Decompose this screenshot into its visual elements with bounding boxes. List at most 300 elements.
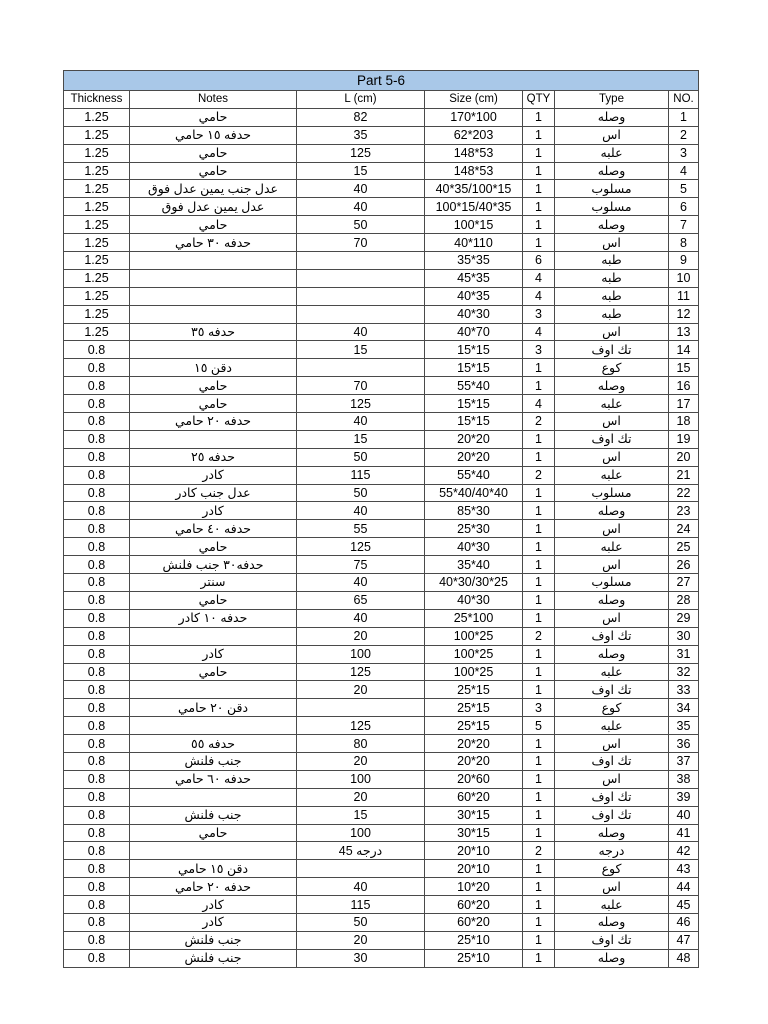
cell-no: 9 bbox=[669, 252, 699, 270]
cell-thickness: 0.8 bbox=[64, 788, 130, 806]
cell-qty: 4 bbox=[523, 323, 555, 341]
cell-size: 40*110 bbox=[425, 234, 523, 252]
cell-length: 30 bbox=[297, 949, 425, 967]
cell-qty: 2 bbox=[523, 627, 555, 645]
cell-no: 39 bbox=[669, 788, 699, 806]
table-row bbox=[64, 413, 699, 431]
cell-qty: 1 bbox=[523, 162, 555, 180]
cell-length: 40 bbox=[297, 502, 425, 520]
table-row bbox=[64, 949, 699, 967]
cell-size: 40*30/30*25 bbox=[425, 574, 523, 592]
cell-type: علبه bbox=[555, 896, 669, 914]
cell-type: علبه bbox=[555, 466, 669, 484]
cell-qty: 1 bbox=[523, 484, 555, 502]
table-row bbox=[64, 341, 699, 359]
cell-length: 20 bbox=[297, 681, 425, 699]
cell-type: كوع bbox=[555, 359, 669, 377]
table-row bbox=[64, 752, 699, 770]
cell-size: 20*20 bbox=[425, 448, 523, 466]
cell-size: 35*35 bbox=[425, 252, 523, 270]
cell-length: 40 bbox=[297, 609, 425, 627]
cell-qty: 1 bbox=[523, 806, 555, 824]
cell-size: 60*20 bbox=[425, 913, 523, 931]
cell-type: مسلوب bbox=[555, 574, 669, 592]
cell-length: 100 bbox=[297, 645, 425, 663]
header-thickness: Thickness bbox=[64, 91, 130, 109]
cell-size: 25*10 bbox=[425, 949, 523, 967]
cell-no: 14 bbox=[669, 341, 699, 359]
table-row bbox=[64, 717, 699, 735]
table-row bbox=[64, 699, 699, 717]
cell-notes bbox=[130, 269, 297, 287]
cell-size: 25*15 bbox=[425, 717, 523, 735]
cell-size: 30*15 bbox=[425, 824, 523, 842]
table-row bbox=[64, 377, 699, 395]
cell-no: 30 bbox=[669, 627, 699, 645]
cell-thickness: 0.8 bbox=[64, 448, 130, 466]
table-row bbox=[64, 878, 699, 896]
cell-thickness: 0.8 bbox=[64, 770, 130, 788]
cell-notes: جنب فلنش bbox=[130, 752, 297, 770]
cell-notes: حامي bbox=[130, 591, 297, 609]
cell-qty: 1 bbox=[523, 860, 555, 878]
cell-qty: 1 bbox=[523, 735, 555, 753]
cell-thickness: 0.8 bbox=[64, 806, 130, 824]
cell-no: 2 bbox=[669, 126, 699, 144]
cell-thickness: 0.8 bbox=[64, 466, 130, 484]
cell-type: وصله bbox=[555, 108, 669, 126]
cell-length: 20 bbox=[297, 752, 425, 770]
cell-qty: 1 bbox=[523, 430, 555, 448]
table-row bbox=[64, 663, 699, 681]
cell-no: 32 bbox=[669, 663, 699, 681]
cell-length bbox=[297, 287, 425, 305]
cell-length: 65 bbox=[297, 591, 425, 609]
cell-length: 20 bbox=[297, 627, 425, 645]
cell-notes: كادر bbox=[130, 502, 297, 520]
cell-notes bbox=[130, 252, 297, 270]
cell-notes bbox=[130, 627, 297, 645]
cell-thickness: 0.8 bbox=[64, 341, 130, 359]
cell-size: 40*35/100*15 bbox=[425, 180, 523, 198]
cell-no: 3 bbox=[669, 144, 699, 162]
cell-type: علبه bbox=[555, 144, 669, 162]
table-row bbox=[64, 574, 699, 592]
cell-notes: سنتر bbox=[130, 574, 297, 592]
cell-qty: 1 bbox=[523, 878, 555, 896]
table-row bbox=[64, 234, 699, 252]
cell-length: 40 bbox=[297, 198, 425, 216]
cell-no: 5 bbox=[669, 180, 699, 198]
cell-no: 13 bbox=[669, 323, 699, 341]
cell-type: تك اوف bbox=[555, 681, 669, 699]
cell-size: 15*15 bbox=[425, 413, 523, 431]
cell-qty: 4 bbox=[523, 287, 555, 305]
cell-no: 38 bbox=[669, 770, 699, 788]
cell-size: 20*60 bbox=[425, 770, 523, 788]
cell-type: تك اوف bbox=[555, 806, 669, 824]
cell-notes: حدفه ٤٠ حامي bbox=[130, 520, 297, 538]
table-row bbox=[64, 502, 699, 520]
cell-no: 31 bbox=[669, 645, 699, 663]
cell-notes: دقن ٢٠ حامي bbox=[130, 699, 297, 717]
cell-thickness: 0.8 bbox=[64, 359, 130, 377]
cell-type: تك اوف bbox=[555, 788, 669, 806]
cell-notes: حدفه ٢٠ حامي bbox=[130, 413, 297, 431]
cell-type: وصله bbox=[555, 377, 669, 395]
cell-thickness: 0.8 bbox=[64, 717, 130, 735]
cell-length: 15 bbox=[297, 341, 425, 359]
cell-length: 125 bbox=[297, 717, 425, 735]
cell-thickness: 1.25 bbox=[64, 144, 130, 162]
cell-size: 15*15 bbox=[425, 359, 523, 377]
table-row bbox=[64, 162, 699, 180]
cell-size: 15*15 bbox=[425, 341, 523, 359]
cell-type: اس bbox=[555, 126, 669, 144]
cell-qty: 1 bbox=[523, 681, 555, 699]
cell-thickness: 1.25 bbox=[64, 180, 130, 198]
cell-thickness: 1.25 bbox=[64, 198, 130, 216]
cell-notes: كادر bbox=[130, 896, 297, 914]
cell-notes: حدفه ١٠ كادر bbox=[130, 609, 297, 627]
cell-notes: حدفه ٣٠ حامي bbox=[130, 234, 297, 252]
cell-no: 48 bbox=[669, 949, 699, 967]
cell-length: 125 bbox=[297, 663, 425, 681]
cell-qty: 1 bbox=[523, 234, 555, 252]
cell-no: 19 bbox=[669, 430, 699, 448]
cell-notes: حامي bbox=[130, 824, 297, 842]
table-row bbox=[64, 770, 699, 788]
table-row bbox=[64, 430, 699, 448]
cell-no: 45 bbox=[669, 896, 699, 914]
cell-thickness: 0.8 bbox=[64, 395, 130, 413]
cell-no: 40 bbox=[669, 806, 699, 824]
cell-type: طبه bbox=[555, 269, 669, 287]
cell-length: 50 bbox=[297, 448, 425, 466]
cell-no: 15 bbox=[669, 359, 699, 377]
table-row bbox=[64, 395, 699, 413]
cell-no: 22 bbox=[669, 484, 699, 502]
sheet-title: Part 5-6 bbox=[64, 71, 699, 91]
cell-notes bbox=[130, 305, 297, 323]
cell-no: 33 bbox=[669, 681, 699, 699]
cell-no: 25 bbox=[669, 538, 699, 556]
cell-length: 50 bbox=[297, 216, 425, 234]
cell-qty: 1 bbox=[523, 359, 555, 377]
cell-length: 20 bbox=[297, 788, 425, 806]
cell-no: 43 bbox=[669, 860, 699, 878]
cell-notes bbox=[130, 287, 297, 305]
cell-type: تك اوف bbox=[555, 627, 669, 645]
cell-type: علبه bbox=[555, 538, 669, 556]
cell-notes: جنب فلنش bbox=[130, 931, 297, 949]
cell-qty: 1 bbox=[523, 377, 555, 395]
table-row bbox=[64, 126, 699, 144]
cell-type: وصله bbox=[555, 591, 669, 609]
cell-qty: 4 bbox=[523, 269, 555, 287]
cell-size: 40*35 bbox=[425, 287, 523, 305]
cell-type: تك اوف bbox=[555, 931, 669, 949]
cell-size: 40*30 bbox=[425, 538, 523, 556]
cell-size: 62*203 bbox=[425, 126, 523, 144]
table-row bbox=[64, 681, 699, 699]
cell-qty: 1 bbox=[523, 788, 555, 806]
cell-length: 82 bbox=[297, 108, 425, 126]
cell-type: اس bbox=[555, 520, 669, 538]
cell-thickness: 0.8 bbox=[64, 413, 130, 431]
cell-thickness: 0.8 bbox=[64, 538, 130, 556]
cell-no: 17 bbox=[669, 395, 699, 413]
table-row bbox=[64, 931, 699, 949]
cell-size: 100*15 bbox=[425, 216, 523, 234]
cell-length: 35 bbox=[297, 126, 425, 144]
cell-thickness: 0.8 bbox=[64, 520, 130, 538]
cell-length bbox=[297, 269, 425, 287]
table-row bbox=[64, 735, 699, 753]
cell-thickness: 0.8 bbox=[64, 556, 130, 574]
table-row bbox=[64, 896, 699, 914]
table-row bbox=[64, 323, 699, 341]
cell-length bbox=[297, 699, 425, 717]
cell-notes: حامي bbox=[130, 538, 297, 556]
cell-thickness: 1.25 bbox=[64, 216, 130, 234]
cell-notes: دقن ١٥ حامي bbox=[130, 860, 297, 878]
cell-type: وصله bbox=[555, 949, 669, 967]
cell-qty: 1 bbox=[523, 108, 555, 126]
cell-type: طبه bbox=[555, 252, 669, 270]
cell-size: 148*53 bbox=[425, 162, 523, 180]
cell-notes: حامي bbox=[130, 377, 297, 395]
cell-notes: كادر bbox=[130, 466, 297, 484]
table-row bbox=[64, 180, 699, 198]
cell-notes: حدفه ٦٠ حامي bbox=[130, 770, 297, 788]
cell-notes bbox=[130, 842, 297, 860]
cell-no: 23 bbox=[669, 502, 699, 520]
cell-size: 45*35 bbox=[425, 269, 523, 287]
cell-type: كوع bbox=[555, 699, 669, 717]
cell-no: 42 bbox=[669, 842, 699, 860]
header-qty: QTY bbox=[523, 91, 555, 109]
cell-thickness: 0.8 bbox=[64, 896, 130, 914]
cell-no: 6 bbox=[669, 198, 699, 216]
cell-qty: 1 bbox=[523, 520, 555, 538]
cell-size: 100*15/40*35 bbox=[425, 198, 523, 216]
cell-thickness: 0.8 bbox=[64, 681, 130, 699]
cell-no: 46 bbox=[669, 913, 699, 931]
cell-length: 115 bbox=[297, 466, 425, 484]
cell-thickness: 0.8 bbox=[64, 430, 130, 448]
cell-qty: 2 bbox=[523, 842, 555, 860]
cell-notes: حدفه ٥٥ bbox=[130, 735, 297, 753]
cell-size: 35*40 bbox=[425, 556, 523, 574]
cell-no: 8 bbox=[669, 234, 699, 252]
cell-qty: 1 bbox=[523, 896, 555, 914]
cell-notes: عدل جنب كادر bbox=[130, 484, 297, 502]
cell-qty: 5 bbox=[523, 717, 555, 735]
table-row bbox=[64, 144, 699, 162]
cell-thickness: 1.25 bbox=[64, 323, 130, 341]
cell-type: اس bbox=[555, 735, 669, 753]
cell-no: 34 bbox=[669, 699, 699, 717]
header-type: Type bbox=[555, 91, 669, 109]
table-body bbox=[64, 108, 699, 967]
cell-notes bbox=[130, 681, 297, 699]
cell-no: 20 bbox=[669, 448, 699, 466]
cell-qty: 1 bbox=[523, 216, 555, 234]
cell-no: 35 bbox=[669, 717, 699, 735]
cell-thickness: 0.8 bbox=[64, 949, 130, 967]
cell-no: 28 bbox=[669, 591, 699, 609]
table-row bbox=[64, 842, 699, 860]
cell-qty: 2 bbox=[523, 466, 555, 484]
table-row bbox=[64, 448, 699, 466]
table-row bbox=[64, 806, 699, 824]
cell-thickness: 0.8 bbox=[64, 609, 130, 627]
cell-qty: 1 bbox=[523, 609, 555, 627]
cell-thickness: 0.8 bbox=[64, 860, 130, 878]
cell-size: 100*25 bbox=[425, 645, 523, 663]
cell-type: طبه bbox=[555, 305, 669, 323]
cell-no: 21 bbox=[669, 466, 699, 484]
cell-type: علبه bbox=[555, 663, 669, 681]
cell-size: 20*20 bbox=[425, 735, 523, 753]
cell-notes bbox=[130, 717, 297, 735]
cell-length: 40 bbox=[297, 180, 425, 198]
cell-thickness: 1.25 bbox=[64, 108, 130, 126]
cell-notes: عدل يمين عدل فوق bbox=[130, 198, 297, 216]
cell-no: 11 bbox=[669, 287, 699, 305]
cell-qty: 1 bbox=[523, 144, 555, 162]
cell-thickness: 1.25 bbox=[64, 252, 130, 270]
cell-thickness: 0.8 bbox=[64, 824, 130, 842]
cell-length bbox=[297, 860, 425, 878]
cell-notes: حامي bbox=[130, 108, 297, 126]
table-row bbox=[64, 824, 699, 842]
cell-thickness: 0.8 bbox=[64, 931, 130, 949]
cell-qty: 1 bbox=[523, 752, 555, 770]
cell-notes: كادر bbox=[130, 645, 297, 663]
cell-type: اس bbox=[555, 323, 669, 341]
cell-size: 20*10 bbox=[425, 860, 523, 878]
cell-notes: حامي bbox=[130, 216, 297, 234]
cell-type: كوع bbox=[555, 860, 669, 878]
table-row bbox=[64, 913, 699, 931]
cell-length bbox=[297, 305, 425, 323]
cell-type: وصله bbox=[555, 216, 669, 234]
cell-length: 115 bbox=[297, 896, 425, 914]
cell-length: 15 bbox=[297, 162, 425, 180]
cell-type: اس bbox=[555, 413, 669, 431]
cell-size: 148*53 bbox=[425, 144, 523, 162]
cell-length bbox=[297, 252, 425, 270]
table-row bbox=[64, 198, 699, 216]
cell-qty: 1 bbox=[523, 574, 555, 592]
header-length: L (cm) bbox=[297, 91, 425, 109]
cell-no: 24 bbox=[669, 520, 699, 538]
cell-qty: 3 bbox=[523, 305, 555, 323]
cell-no: 47 bbox=[669, 931, 699, 949]
cell-qty: 1 bbox=[523, 913, 555, 931]
cell-size: 25*15 bbox=[425, 681, 523, 699]
cell-type: وصله bbox=[555, 645, 669, 663]
cell-notes bbox=[130, 430, 297, 448]
cell-notes: كادر bbox=[130, 913, 297, 931]
cell-type: طبه bbox=[555, 287, 669, 305]
cell-type: اس bbox=[555, 878, 669, 896]
cell-length: 40 bbox=[297, 323, 425, 341]
table-row bbox=[64, 287, 699, 305]
cell-thickness: 1.25 bbox=[64, 126, 130, 144]
cell-type: مسلوب bbox=[555, 198, 669, 216]
cell-notes: حامي bbox=[130, 144, 297, 162]
cell-notes: دقن ١٥ bbox=[130, 359, 297, 377]
cell-type: علبه bbox=[555, 717, 669, 735]
cell-qty: 1 bbox=[523, 949, 555, 967]
cell-qty: 1 bbox=[523, 591, 555, 609]
table-row bbox=[64, 108, 699, 126]
cell-size: 40*30 bbox=[425, 591, 523, 609]
cell-size: 60*20 bbox=[425, 788, 523, 806]
cell-length: 75 bbox=[297, 556, 425, 574]
cell-qty: 3 bbox=[523, 699, 555, 717]
cell-length: 125 bbox=[297, 395, 425, 413]
cell-qty: 1 bbox=[523, 180, 555, 198]
cell-size: 25*30 bbox=[425, 520, 523, 538]
cell-thickness: 0.8 bbox=[64, 842, 130, 860]
cell-size: 55*40 bbox=[425, 466, 523, 484]
cell-thickness: 1.25 bbox=[64, 305, 130, 323]
cell-notes: جنب فلنش bbox=[130, 806, 297, 824]
cell-qty: 1 bbox=[523, 824, 555, 842]
cell-thickness: 0.8 bbox=[64, 735, 130, 753]
cell-no: 10 bbox=[669, 269, 699, 287]
table-row bbox=[64, 860, 699, 878]
cell-thickness: 0.8 bbox=[64, 752, 130, 770]
cell-type: وصله bbox=[555, 162, 669, 180]
cell-thickness: 0.8 bbox=[64, 878, 130, 896]
cell-notes: حدفه٣٠ جنب فلنش bbox=[130, 556, 297, 574]
cell-thickness: 0.8 bbox=[64, 699, 130, 717]
table-row bbox=[64, 484, 699, 502]
cell-type: مسلوب bbox=[555, 484, 669, 502]
cell-no: 44 bbox=[669, 878, 699, 896]
table-row bbox=[64, 591, 699, 609]
cell-size: 100*25 bbox=[425, 663, 523, 681]
table-row bbox=[64, 466, 699, 484]
cell-qty: 1 bbox=[523, 770, 555, 788]
cell-type: وصله bbox=[555, 824, 669, 842]
cell-type: درجه bbox=[555, 842, 669, 860]
cell-thickness: 1.25 bbox=[64, 287, 130, 305]
cell-notes: حدفه ٢٠ حامي bbox=[130, 878, 297, 896]
table-row bbox=[64, 269, 699, 287]
cell-no: 29 bbox=[669, 609, 699, 627]
cell-qty: 1 bbox=[523, 502, 555, 520]
cell-no: 27 bbox=[669, 574, 699, 592]
cell-qty: 1 bbox=[523, 448, 555, 466]
cell-qty: 1 bbox=[523, 126, 555, 144]
cell-size: 40*30 bbox=[425, 305, 523, 323]
cell-no: 26 bbox=[669, 556, 699, 574]
cell-size: 55*40 bbox=[425, 377, 523, 395]
cell-length: 15 bbox=[297, 430, 425, 448]
cell-type: اس bbox=[555, 556, 669, 574]
cell-notes bbox=[130, 788, 297, 806]
header-no: NO. bbox=[669, 91, 699, 109]
cell-thickness: 0.8 bbox=[64, 913, 130, 931]
table-row bbox=[64, 556, 699, 574]
cell-qty: 1 bbox=[523, 663, 555, 681]
